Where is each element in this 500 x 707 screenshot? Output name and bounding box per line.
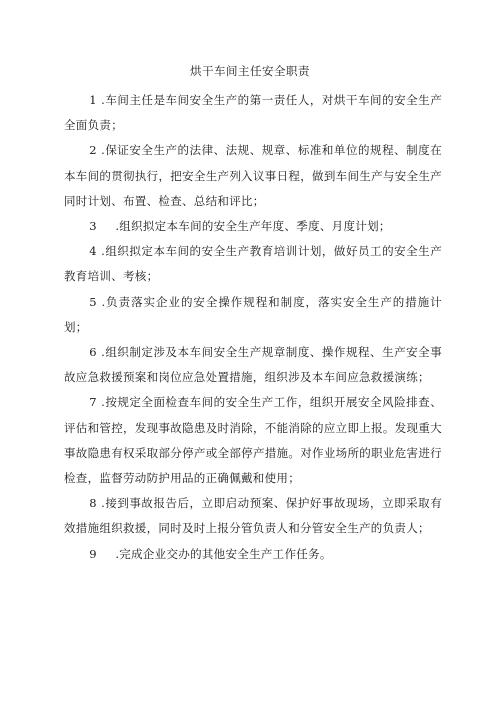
item-text: .车间主任是车间安全生产的第一责任人，对烘干车间的安全生产全面负责； [64,93,442,133]
list-item [64,542,442,567]
item-number: 7 [89,395,97,410]
item-text: .负责落实企业的安全操作规程和制度，落实安全生产的措施计划； [64,294,442,334]
item-number: 6 [89,345,97,360]
item-number: 2 [89,143,97,158]
item-text: .组织制定涉及本车间安全生产规章制度、操作规程、生产安全事故应急救援预案和岗位应急处置措施，组织涉及本车间应急救援演练； [64,345,442,385]
item-text: .组织拟定本车间的安全生产教育培训计划，做好员工的安全生产教育培训、考核； [64,244,442,284]
item-text: .接到事故报告后，立即启动预案、保护好事故现场，立即采取有效措施组织救援，同时及时上报分管负责人和分管安全生产的负责人； [64,496,442,536]
responsibility-list [64,88,442,567]
item-number: 9 [89,546,97,561]
list-item [64,491,442,541]
list-item [64,88,442,138]
list-item [64,138,442,214]
item-number: 4 [89,244,97,259]
item-text: .按规定全面检查车间的安全生产工作，组织开展安全风险排查、评估和管控，发现事故隐患及时消除，不能消除的应立即上报。发现重大事故隐患有权采取部分停产或全部停产措施。对作业场所的职业危害进行检查，监督劳动防护用品的正确佩戴和使用； [64,395,442,486]
item-text: .保证安全生产的法律、法规、规章、标准和单位的规程、制度在本车间的贯彻执行，把安全生产列入议事日程，做到车间生产与安全生产同时计划、布置、检查、总结和评比； [64,143,442,208]
list-item [64,214,442,239]
list-item [64,390,442,491]
item-number: 1 [89,93,97,107]
item-number: 3 [89,219,97,234]
item-text: .组织拟定本车间的安全生产年度、季度、月度计划； [115,219,391,234]
list-item [64,239,442,289]
document-title: 烘干车间主任安全职责 [190,64,310,78]
item-text: .完成企业交办的其他安全生产工作任务。 [115,546,332,561]
list-item [64,290,442,340]
item-number: 5 [89,294,97,309]
list-item [64,340,442,390]
item-number: 8 [89,496,97,511]
